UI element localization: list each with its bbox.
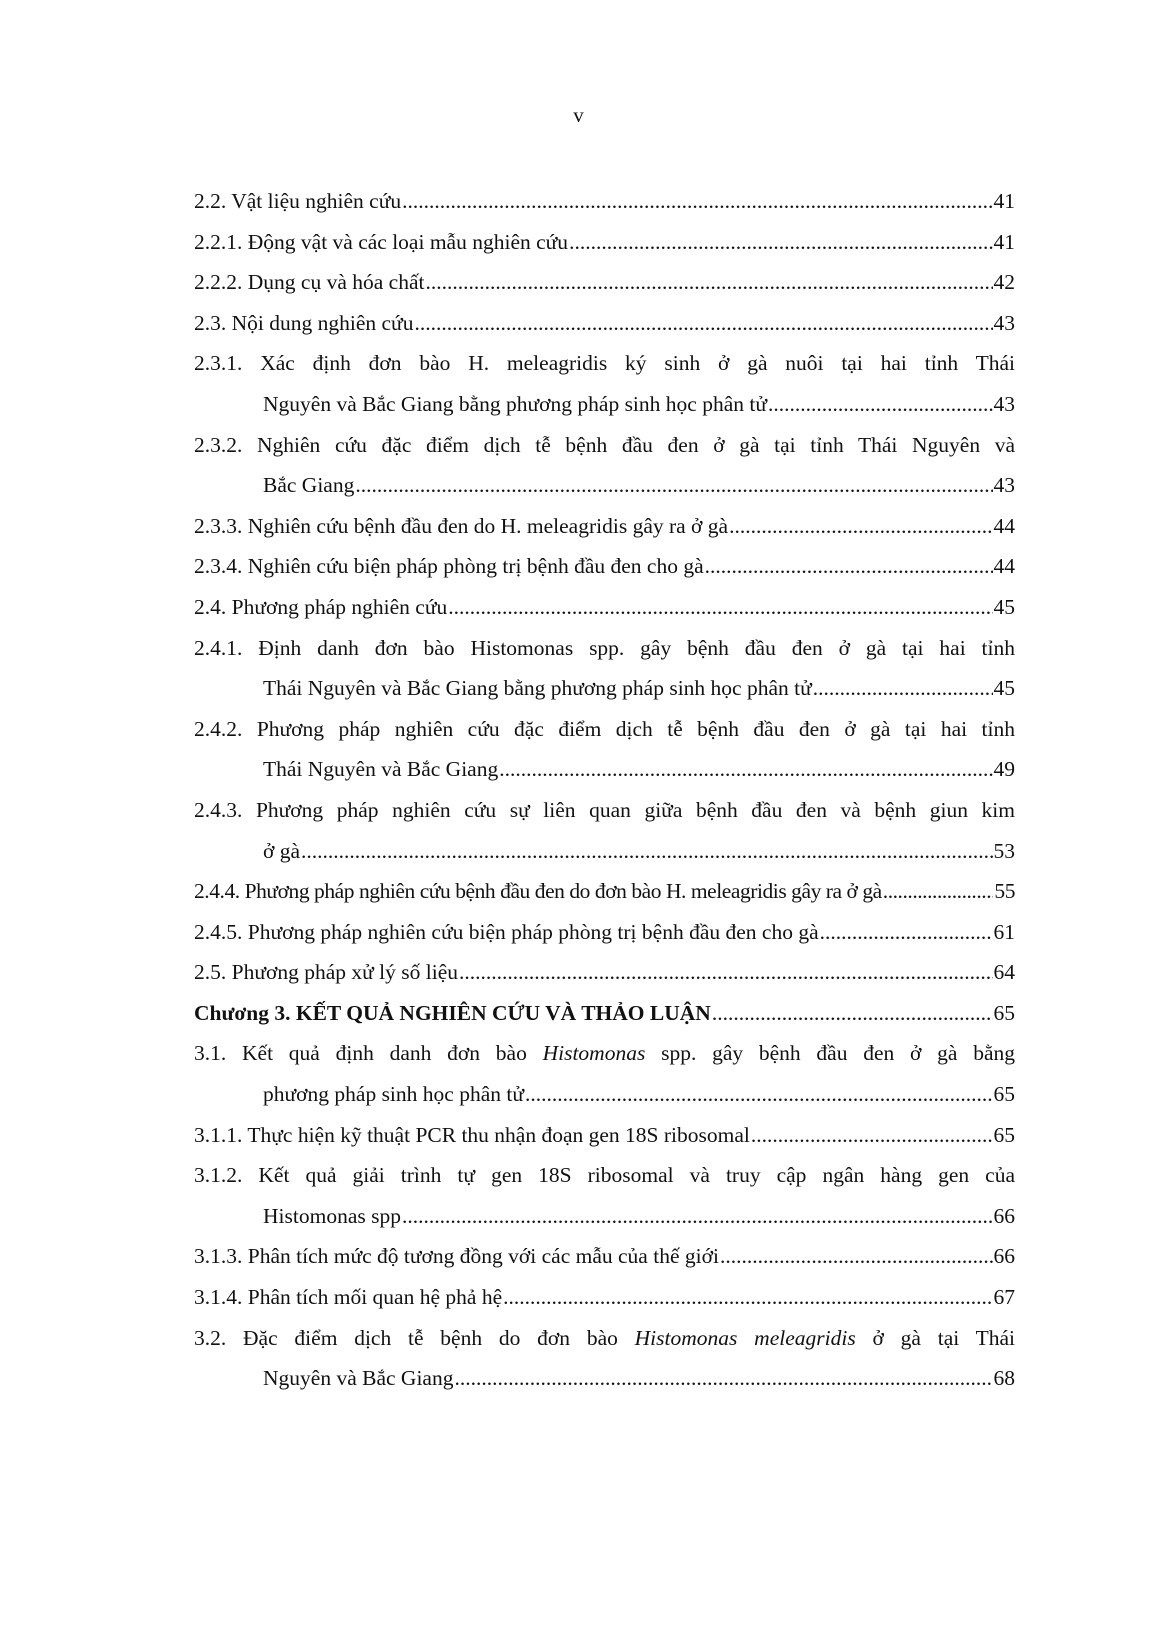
toc-entry-page: 53 xyxy=(993,838,1015,863)
toc-entry-title: 2.2.2. Dụng cụ và hóa chất xyxy=(194,270,425,295)
toc-entry-page: 41 xyxy=(993,189,1015,213)
toc-entry-first-line xyxy=(194,1162,1015,1203)
toc-leader-dots xyxy=(503,1284,992,1310)
toc-entry-title: 2.5. Phương pháp xử lý số liệu xyxy=(194,960,459,985)
toc-entry xyxy=(194,229,1015,270)
toc-leader-dots xyxy=(454,1365,992,1391)
toc-entry xyxy=(194,594,1015,635)
toc-entry-page: 45 xyxy=(993,676,1015,701)
toc-entry xyxy=(194,1284,1015,1325)
toc-entry-title: Nguyên và Bắc Giang bằng phương pháp sinh học phân tử xyxy=(263,391,767,416)
toc-entry-title: 2.3.4. Nghiên cứu biện pháp phòng trị bệnh đầu đen cho gà xyxy=(194,554,704,579)
toc-entry-first-line xyxy=(194,716,1015,757)
toc-leader-dots xyxy=(355,472,992,498)
table-of-contents xyxy=(194,188,1015,1406)
toc-entry-page: 43 xyxy=(993,473,1015,498)
toc-entry-page: 66 xyxy=(993,1244,1015,1269)
toc-entry xyxy=(194,553,1015,594)
toc-entry-title-line1: 3.1. Kết quả định danh đơn bào Histomonas spp. gây bệnh đầu đen ở gà bằng xyxy=(194,1041,1015,1066)
toc-leader-dots xyxy=(402,1203,993,1229)
toc-entry-page: 67 xyxy=(993,1285,1015,1310)
toc-entry-title: Bắc Giang xyxy=(263,473,355,498)
toc-entry xyxy=(194,513,1015,554)
toc-entry-continuation xyxy=(194,391,1015,432)
toc-entry xyxy=(194,1122,1015,1163)
toc-entry-title: 2.3.3. Nghiên cứu bệnh đầu đen do H. meleagridis gây ra ở gà xyxy=(194,513,729,538)
toc-entry-title-line1: 2.4.3. Phương pháp nghiên cứu sự liên quan giữa bệnh đầu đen và bệnh giun kim xyxy=(194,797,1015,822)
toc-entry-first-line xyxy=(194,797,1015,838)
toc-leader-dots xyxy=(425,269,992,295)
toc-entry-title-line1: 3.1.2. Kết quả giải trình tự gen 18S ribosomal và truy cập ngân hàng gen của xyxy=(194,1163,1015,1188)
toc-leader-dots xyxy=(448,594,992,620)
toc-leader-dots xyxy=(820,919,993,945)
toc-entry-page: 49 xyxy=(993,757,1015,782)
toc-leader-dots xyxy=(768,391,993,417)
toc-entry xyxy=(194,878,1015,919)
toc-entry-continuation xyxy=(194,756,1015,797)
toc-entry-title: Histomonas spp xyxy=(263,1203,401,1228)
toc-entry-page: 65 xyxy=(993,1122,1015,1147)
toc-leader-dots xyxy=(813,675,993,701)
toc-entry-first-line xyxy=(194,432,1015,473)
toc-entry-first-line xyxy=(194,350,1015,391)
toc-entry-page: 55 xyxy=(994,879,1015,904)
toc-entry-page: 42 xyxy=(993,270,1015,295)
toc-entry-page: 44 xyxy=(993,513,1015,538)
toc-entry-title: Nguyên và Bắc Giang xyxy=(263,1366,454,1391)
toc-entry-page: 43 xyxy=(993,310,1015,335)
toc-entry-first-line xyxy=(194,1040,1015,1081)
toc-entry-continuation xyxy=(194,472,1015,513)
toc-leader-dots xyxy=(499,756,992,782)
toc-entry-page: 66 xyxy=(993,1203,1015,1228)
toc-entry-page: 44 xyxy=(993,554,1015,579)
toc-entry-continuation xyxy=(194,1365,1015,1406)
toc-entry-title: ở gà xyxy=(263,838,301,863)
toc-entry-continuation xyxy=(194,838,1015,879)
toc-leader-dots xyxy=(729,513,992,539)
toc-entry-title: Thái Nguyên và Bắc Giang xyxy=(263,757,499,782)
toc-entry-page: 61 xyxy=(993,919,1015,944)
toc-entry xyxy=(194,919,1015,960)
toc-entry xyxy=(194,269,1015,310)
toc-entry-title: 3.1.4. Phân tích mối quan hệ phả hệ xyxy=(194,1285,503,1310)
toc-entry-first-line xyxy=(194,1325,1015,1366)
toc-entry-title: 3.1.3. Phân tích mức độ tương đồng với các mẫu của thế giới xyxy=(194,1244,719,1269)
toc-entry xyxy=(194,188,1015,229)
toc-entry-title: phương pháp sinh học phân tử xyxy=(263,1082,524,1107)
toc-entry-page: 45 xyxy=(993,594,1015,619)
toc-entry-title: 2.4.5. Phương pháp nghiên cứu biện pháp phòng trị bệnh đầu đen cho gà xyxy=(194,919,819,944)
toc-entry-continuation xyxy=(194,1081,1015,1122)
page-number: v xyxy=(573,103,585,127)
toc-leader-dots xyxy=(525,1081,993,1107)
toc-chapter-title: Chương 3. KẾT QUẢ NGHIÊN CỨU VÀ THẢO LUẬN xyxy=(194,1000,711,1025)
toc-leader-dots xyxy=(751,1122,993,1148)
toc-entry-page: 41 xyxy=(993,229,1015,254)
toc-leader-dots xyxy=(402,188,992,214)
toc-leader-dots xyxy=(459,959,992,985)
toc-leader-dots xyxy=(712,1000,993,1026)
toc-leader-dots xyxy=(414,310,992,336)
toc-entry-title: 2.3. Nội dung nghiên cứu xyxy=(194,310,414,335)
toc-entry-title: 2.2. Vật liệu nghiên cứu xyxy=(194,189,402,213)
toc-entry-page: 64 xyxy=(993,960,1015,985)
toc-leader-dots xyxy=(301,838,992,864)
toc-entry-first-line xyxy=(194,635,1015,676)
toc-entry-title-line1: 2.4.1. Định danh đơn bào Histomonas spp. gây bệnh đầu đen ở gà tại hai tỉnh xyxy=(194,635,1015,660)
toc-leader-dots xyxy=(720,1243,993,1269)
toc-entry xyxy=(194,310,1015,351)
toc-leader-dots xyxy=(569,229,992,255)
toc-entry-page: 65 xyxy=(993,1082,1015,1107)
toc-entry-title: 2.2.1. Động vật và các loại mẫu nghiên cứu xyxy=(194,229,569,254)
toc-entry-title-line1: 3.2. Đặc điểm dịch tễ bệnh do đơn bào Histomonas meleagridis ở gà tại Thái xyxy=(194,1325,1016,1350)
toc-entry-title: 2.4.4. Phương pháp nghiên cứu bệnh đầu đen do đơn bào H. meleagridis gây ra ở gà xyxy=(194,879,882,904)
toc-entry-title-line1: 2.3.2. Nghiên cứu đặc điểm dịch tễ bệnh đầu đen ở gà tại tỉnh Thái Nguyên và xyxy=(194,432,1015,457)
toc-entry-title-line1: 2.4.2. Phương pháp nghiên cứu đặc điểm dịch tễ bệnh đầu đen ở gà tại hai tỉnh xyxy=(194,716,1015,741)
toc-entry-title: 3.1.1. Thực hiện kỹ thuật PCR thu nhận đoạn gen 18S ribosomal xyxy=(194,1122,750,1147)
toc-entry-title: Thái Nguyên và Bắc Giang bằng phương pháp sinh học phân tử xyxy=(263,676,812,701)
toc-entry xyxy=(194,1243,1015,1284)
toc-entry-page: 68 xyxy=(993,1366,1015,1391)
toc-entry-title-line1: 2.3.1. Xác định đơn bào H. meleagridis ký sinh ở gà nuôi tại hai tỉnh Thái xyxy=(194,351,1015,376)
toc-leader-dots xyxy=(883,878,994,904)
toc-entry-page: 65 xyxy=(993,1000,1015,1025)
toc-entry-continuation xyxy=(194,1203,1015,1244)
toc-leader-dots xyxy=(705,553,993,579)
toc-entry-page: 43 xyxy=(993,391,1015,416)
toc-entry xyxy=(194,959,1015,1000)
toc-chapter-entry xyxy=(194,1000,1015,1041)
toc-entry-title: 2.4. Phương pháp nghiên cứu xyxy=(194,594,448,619)
toc-entry-continuation xyxy=(194,675,1015,716)
